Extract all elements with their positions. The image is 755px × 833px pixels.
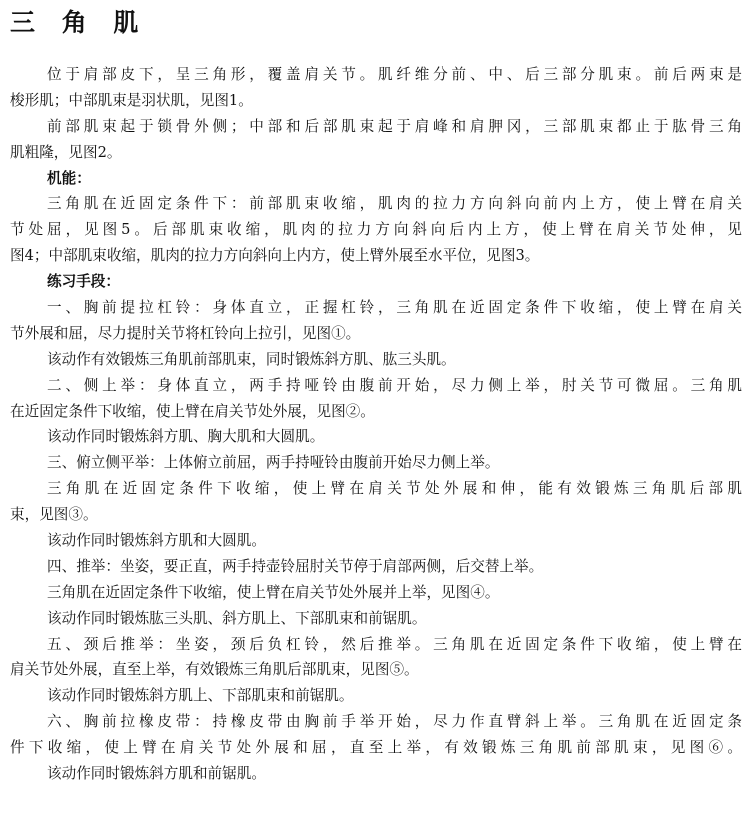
text-line: 肌粗隆，见图2。 [10,143,122,161]
text-line: 五、颈后推举：坐姿，颈后负杠铃，然后推举。三角肌在近固定条件下收缩，使上臂在 [47,635,742,653]
document-body [10,62,742,787]
text-line: 梭形肌；中部肌束是羽状肌，见图1。 [10,91,253,109]
text-line: 六、胸前拉橡皮带：持橡皮带由胸前手举开始，尽力作直臂斜上举。三角肌在近固定条 [47,713,742,731]
text-line: 该动作同时锻炼斜方肌和大圆肌。 [47,532,266,550]
text-line: 该动作同时锻炼肱三头肌、斜方肌上、下部肌束和前锯肌。 [47,609,427,627]
text-line: 节外展和屈，尽力提肘关节将杠铃向上拉引，见图①。 [10,324,361,342]
page-title: 三 角 肌 [10,8,148,37]
text-line: 肩关节处外展，直至上举，有效锻炼三角肌后部肌束，见图⑤。 [10,661,419,679]
text-line: 该动作同时锻炼斜方肌、胸大肌和大圆肌。 [47,428,325,446]
text-line: 该动作同时锻炼斜方肌和前锯肌。 [47,765,266,783]
text-line: 件下收缩，使上臂在肩关节处外展和屈，直至上举，有效锻炼三角肌前部肌束，见图⑥。 [10,739,742,757]
text-line: 束，见图③。 [10,506,98,524]
text-line: 三角肌在近固定条件下收缩，使上臂在肩关节处外展并上举，见图④。 [47,583,500,601]
text-line: 三、俯立侧平举：上体俯立前屈，两手持哑铃由腹前开始尽力侧上举。 [47,454,500,472]
section-heading: 机能： [47,169,91,187]
text-line: 三角肌在近固定条件下：前部肌束收缩，肌肉的拉力方向斜向前内上方，使上臂在肩关 [47,195,742,213]
text-line: 四、推举：坐姿，要正直，两手持壶铃屈肘关节停于肩部两侧，后交替上举。 [47,557,544,575]
text-line: 该动作同时锻炼斜方肌上、下部肌束和前锯肌。 [47,687,354,705]
text-line: 节处屈，见图5。后部肌束收缩，肌肉的拉力方向斜向后内上方，使上臂在肩关节处伸，见 [10,221,742,239]
text-line: 该动作有效锻炼三角肌前部肌束，同时锻炼斜方肌、肱三头肌。 [47,350,456,368]
text-line: 二、侧上举：身体直立，两手持哑铃由腹前开始，尽力侧上举，肘关节可微屈。三角肌 [47,376,742,394]
text-line: 图4；中部肌束收缩，肌肉的拉力方向斜向上内方，使上臂外展至水平位，见图3。 [10,247,540,265]
section-heading: 练习手段： [47,273,120,291]
text-line: 在近固定条件下收缩，使上臂在肩关节处外展，见图②。 [10,402,375,420]
text-line: 前部肌束起于锁骨外侧；中部和后部肌束起于肩峰和肩胛冈，三部肌束都止于肱骨三角 [47,117,742,135]
text-line: 一、胸前提拉杠铃：身体直立，正握杠铃，三角肌在近固定条件下收缩，使上臂在肩关 [47,299,742,317]
text-line: 三角肌在近固定条件下收缩，使上臂在肩关节处外展和伸，能有效锻炼三角肌后部肌 [47,480,742,498]
text-line: 位于肩部皮下，呈三角形，覆盖肩关节。肌纤维分前、中、后三部分肌束。前后两束是 [47,66,742,83]
